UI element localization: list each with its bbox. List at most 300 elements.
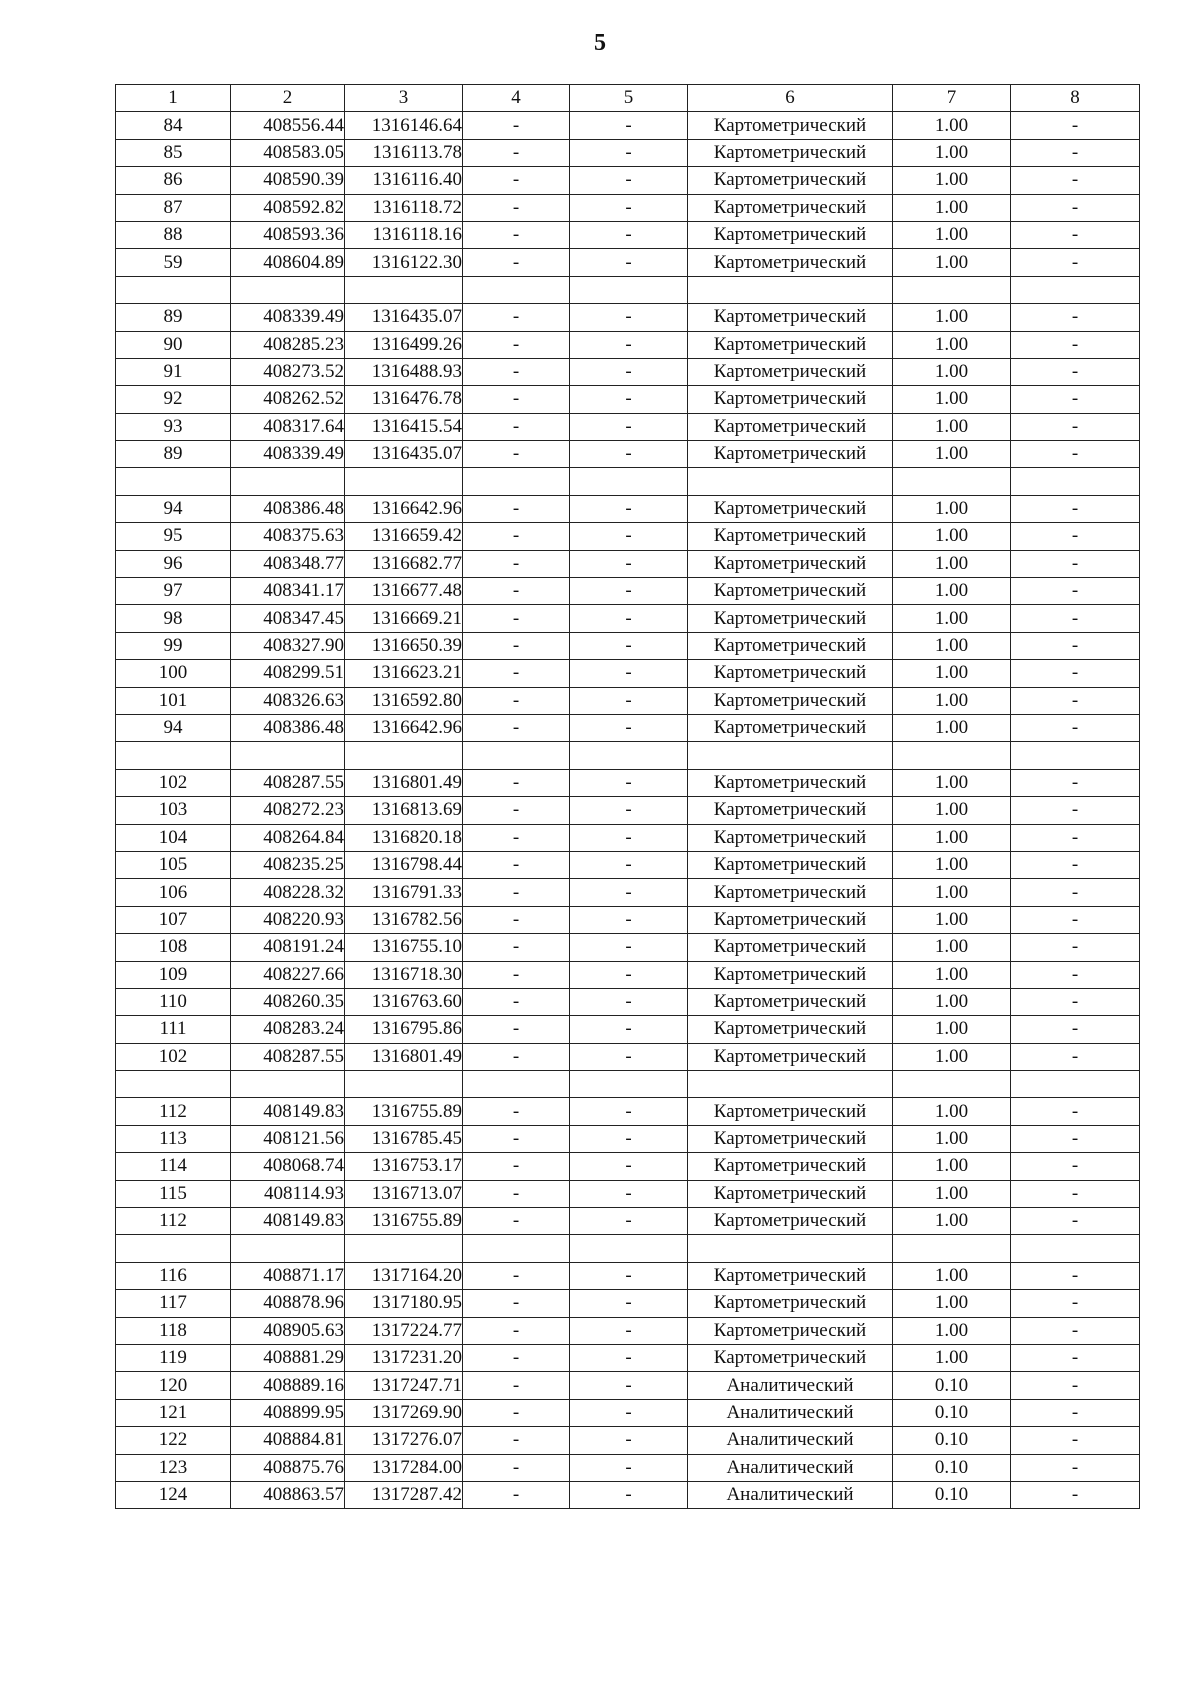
column-8-cell: - [1011, 660, 1140, 687]
empty-cell [893, 468, 1011, 495]
column-header-8: 8 [1011, 85, 1140, 112]
accuracy-cell: 1.00 [893, 769, 1011, 796]
table-row [116, 824, 1140, 851]
accuracy-cell: 1.00 [893, 221, 1011, 248]
y-coordinate-cell: 1316801.49 [345, 769, 463, 796]
point-number-cell: 86 [116, 167, 231, 194]
y-coordinate-cell: 1317276.07 [345, 1427, 463, 1454]
column-5-cell: - [570, 523, 688, 550]
column-4-cell: - [463, 797, 570, 824]
column-5-cell: - [570, 331, 688, 358]
empty-cell [345, 742, 463, 769]
method-cell: Картометрический [688, 139, 893, 166]
point-number-cell: 102 [116, 769, 231, 796]
column-4-cell: - [463, 988, 570, 1015]
empty-cell [688, 1235, 893, 1262]
column-8-cell: - [1011, 714, 1140, 741]
method-cell: Картометрический [688, 1344, 893, 1371]
column-header-2: 2 [231, 85, 345, 112]
table-row [116, 1454, 1140, 1481]
point-number-cell: 87 [116, 194, 231, 221]
column-4-cell: - [463, 851, 570, 878]
empty-cell [1011, 1235, 1140, 1262]
column-4-cell: - [463, 1262, 570, 1289]
table-row [116, 550, 1140, 577]
accuracy-cell: 1.00 [893, 1125, 1011, 1152]
column-8-cell: - [1011, 1317, 1140, 1344]
column-8-cell: - [1011, 1427, 1140, 1454]
method-cell: Картометрический [688, 988, 893, 1015]
column-8-cell: - [1011, 1399, 1140, 1426]
method-cell: Аналитический [688, 1372, 893, 1399]
column-5-cell: - [570, 1399, 688, 1426]
column-5-cell: - [570, 550, 688, 577]
column-4-cell: - [463, 221, 570, 248]
column-header-1: 1 [116, 85, 231, 112]
accuracy-cell: 1.00 [893, 1098, 1011, 1125]
x-coordinate-cell: 408235.25 [231, 851, 345, 878]
x-coordinate-cell: 408878.96 [231, 1290, 345, 1317]
column-4-cell: - [463, 1125, 570, 1152]
empty-cell [570, 1235, 688, 1262]
method-cell: Картометрический [688, 714, 893, 741]
column-5-cell: - [570, 851, 688, 878]
y-coordinate-cell: 1317180.95 [345, 1290, 463, 1317]
y-coordinate-cell: 1316713.07 [345, 1180, 463, 1207]
column-5-cell: - [570, 632, 688, 659]
column-8-cell: - [1011, 1344, 1140, 1371]
accuracy-cell: 1.00 [893, 331, 1011, 358]
column-4-cell: - [463, 331, 570, 358]
point-number-cell: 113 [116, 1125, 231, 1152]
y-coordinate-cell: 1316623.21 [345, 660, 463, 687]
y-coordinate-cell: 1316801.49 [345, 1043, 463, 1070]
column-8-cell: - [1011, 824, 1140, 851]
table-row [116, 358, 1140, 385]
method-cell: Картометрический [688, 1262, 893, 1289]
column-4-cell: - [463, 1208, 570, 1235]
table-row [116, 1262, 1140, 1289]
x-coordinate-cell: 408875.76 [231, 1454, 345, 1481]
column-4-cell: - [463, 167, 570, 194]
column-4-cell: - [463, 879, 570, 906]
y-coordinate-cell: 1316755.89 [345, 1098, 463, 1125]
accuracy-cell: 1.00 [893, 1262, 1011, 1289]
x-coordinate-cell: 408227.66 [231, 961, 345, 988]
column-8-cell: - [1011, 1098, 1140, 1125]
method-cell: Картометрический [688, 906, 893, 933]
column-8-cell: - [1011, 578, 1140, 605]
empty-cell [116, 742, 231, 769]
column-5-cell: - [570, 769, 688, 796]
column-5-cell: - [570, 578, 688, 605]
y-coordinate-cell: 1317164.20 [345, 1262, 463, 1289]
empty-cell [345, 1071, 463, 1098]
accuracy-cell: 0.10 [893, 1454, 1011, 1481]
column-5-cell: - [570, 1481, 688, 1508]
table-row [116, 249, 1140, 276]
x-coordinate-cell: 408593.36 [231, 221, 345, 248]
x-coordinate-cell: 408590.39 [231, 167, 345, 194]
column-4-cell: - [463, 934, 570, 961]
x-coordinate-cell: 408149.83 [231, 1208, 345, 1235]
table-separator-row [116, 1071, 1140, 1098]
x-coordinate-cell: 408348.77 [231, 550, 345, 577]
empty-cell [1011, 1071, 1140, 1098]
table-row [116, 1043, 1140, 1070]
point-number-cell: 90 [116, 331, 231, 358]
column-4-cell: - [463, 194, 570, 221]
table-row [116, 167, 1140, 194]
empty-cell [570, 276, 688, 303]
table-row [116, 961, 1140, 988]
x-coordinate-cell: 408881.29 [231, 1344, 345, 1371]
x-coordinate-cell: 408863.57 [231, 1481, 345, 1508]
x-coordinate-cell: 408114.93 [231, 1180, 345, 1207]
y-coordinate-cell: 1316642.96 [345, 495, 463, 522]
column-4-cell: - [463, 139, 570, 166]
x-coordinate-cell: 408341.17 [231, 578, 345, 605]
empty-cell [570, 742, 688, 769]
x-coordinate-cell: 408317.64 [231, 413, 345, 440]
x-coordinate-cell: 408889.16 [231, 1372, 345, 1399]
column-5-cell: - [570, 194, 688, 221]
point-number-cell: 111 [116, 1016, 231, 1043]
point-number-cell: 89 [116, 441, 231, 468]
y-coordinate-cell: 1316659.42 [345, 523, 463, 550]
column-8-cell: - [1011, 879, 1140, 906]
table-row [116, 1372, 1140, 1399]
method-cell: Картометрический [688, 331, 893, 358]
column-header-3: 3 [345, 85, 463, 112]
empty-cell [231, 468, 345, 495]
y-coordinate-cell: 1316642.96 [345, 714, 463, 741]
column-8-cell: - [1011, 441, 1140, 468]
method-cell: Картометрический [688, 687, 893, 714]
column-8-cell: - [1011, 851, 1140, 878]
table-row [116, 934, 1140, 961]
table-row [116, 660, 1140, 687]
table-row [116, 331, 1140, 358]
x-coordinate-cell: 408299.51 [231, 660, 345, 687]
accuracy-cell: 1.00 [893, 797, 1011, 824]
method-cell: Картометрический [688, 851, 893, 878]
method-cell: Картометрический [688, 304, 893, 331]
accuracy-cell: 1.00 [893, 1153, 1011, 1180]
accuracy-cell: 1.00 [893, 824, 1011, 851]
table-row [116, 687, 1140, 714]
point-number-cell: 124 [116, 1481, 231, 1508]
accuracy-cell: 1.00 [893, 1043, 1011, 1070]
column-8-cell: - [1011, 413, 1140, 440]
method-cell: Картометрический [688, 358, 893, 385]
x-coordinate-cell: 408583.05 [231, 139, 345, 166]
point-number-cell: 91 [116, 358, 231, 385]
x-coordinate-cell: 408884.81 [231, 1427, 345, 1454]
empty-cell [688, 468, 893, 495]
empty-cell [345, 468, 463, 495]
y-coordinate-cell: 1317284.00 [345, 1454, 463, 1481]
table-row [116, 386, 1140, 413]
y-coordinate-cell: 1316763.60 [345, 988, 463, 1015]
method-cell: Картометрический [688, 934, 893, 961]
accuracy-cell: 1.00 [893, 934, 1011, 961]
empty-cell [463, 1235, 570, 1262]
method-cell: Картометрический [688, 1180, 893, 1207]
table-row [116, 1399, 1140, 1426]
column-5-cell: - [570, 112, 688, 139]
x-coordinate-cell: 408592.82 [231, 194, 345, 221]
column-5-cell: - [570, 1016, 688, 1043]
column-5-cell: - [570, 249, 688, 276]
table-separator-row [116, 276, 1140, 303]
method-cell: Картометрический [688, 879, 893, 906]
y-coordinate-cell: 1317269.90 [345, 1399, 463, 1426]
accuracy-cell: 1.00 [893, 906, 1011, 933]
accuracy-cell: 1.00 [893, 441, 1011, 468]
empty-cell [893, 742, 1011, 769]
empty-cell [463, 1071, 570, 1098]
column-5-cell: - [570, 386, 688, 413]
table-body [116, 112, 1140, 1509]
accuracy-cell: 1.00 [893, 879, 1011, 906]
accuracy-cell: 1.00 [893, 632, 1011, 659]
method-cell: Картометрический [688, 660, 893, 687]
method-cell: Картометрический [688, 386, 893, 413]
point-number-cell: 100 [116, 660, 231, 687]
point-number-cell: 118 [116, 1317, 231, 1344]
table-row [116, 1317, 1140, 1344]
empty-cell [231, 1235, 345, 1262]
y-coordinate-cell: 1316592.80 [345, 687, 463, 714]
x-coordinate-cell: 408899.95 [231, 1399, 345, 1426]
method-cell: Картометрический [688, 1317, 893, 1344]
table-row [116, 495, 1140, 522]
x-coordinate-cell: 408272.23 [231, 797, 345, 824]
point-number-cell: 93 [116, 413, 231, 440]
table-row [116, 1427, 1140, 1454]
x-coordinate-cell: 408228.32 [231, 879, 345, 906]
column-5-cell: - [570, 441, 688, 468]
accuracy-cell: 1.00 [893, 249, 1011, 276]
empty-cell [688, 1071, 893, 1098]
column-5-cell: - [570, 879, 688, 906]
method-cell: Картометрический [688, 769, 893, 796]
point-number-cell: 88 [116, 221, 231, 248]
empty-cell [688, 742, 893, 769]
method-cell: Картометрический [688, 1098, 893, 1125]
column-4-cell: - [463, 906, 570, 933]
accuracy-cell: 1.00 [893, 413, 1011, 440]
y-coordinate-cell: 1317224.77 [345, 1317, 463, 1344]
column-header-4: 4 [463, 85, 570, 112]
empty-cell [570, 468, 688, 495]
point-number-cell: 107 [116, 906, 231, 933]
x-coordinate-cell: 408262.52 [231, 386, 345, 413]
accuracy-cell: 1.00 [893, 358, 1011, 385]
point-number-cell: 120 [116, 1372, 231, 1399]
accuracy-cell: 1.00 [893, 851, 1011, 878]
y-coordinate-cell: 1316813.69 [345, 797, 463, 824]
empty-cell [231, 276, 345, 303]
column-8-cell: - [1011, 112, 1140, 139]
column-5-cell: - [570, 824, 688, 851]
column-8-cell: - [1011, 1043, 1140, 1070]
table-row [116, 632, 1140, 659]
column-8-cell: - [1011, 358, 1140, 385]
table-row [116, 769, 1140, 796]
column-5-cell: - [570, 660, 688, 687]
method-cell: Картометрический [688, 1290, 893, 1317]
accuracy-cell: 1.00 [893, 386, 1011, 413]
column-4-cell: - [463, 769, 570, 796]
column-4-cell: - [463, 1016, 570, 1043]
table-header-row [116, 85, 1140, 112]
column-8-cell: - [1011, 1454, 1140, 1481]
method-cell: Картометрический [688, 632, 893, 659]
method-cell: Картометрический [688, 413, 893, 440]
table-row [116, 413, 1140, 440]
empty-cell [570, 1071, 688, 1098]
x-coordinate-cell: 408375.63 [231, 523, 345, 550]
column-8-cell: - [1011, 167, 1140, 194]
column-5-cell: - [570, 1454, 688, 1481]
column-8-cell: - [1011, 769, 1140, 796]
empty-cell [463, 276, 570, 303]
accuracy-cell: 0.10 [893, 1372, 1011, 1399]
table-row [116, 1290, 1140, 1317]
column-8-cell: - [1011, 550, 1140, 577]
column-4-cell: - [463, 1372, 570, 1399]
method-cell: Картометрический [688, 605, 893, 632]
column-8-cell: - [1011, 988, 1140, 1015]
column-8-cell: - [1011, 1125, 1140, 1152]
column-5-cell: - [570, 1344, 688, 1371]
point-number-cell: 116 [116, 1262, 231, 1289]
empty-cell [231, 742, 345, 769]
x-coordinate-cell: 408273.52 [231, 358, 345, 385]
table-row [116, 221, 1140, 248]
column-8-cell: - [1011, 1372, 1140, 1399]
x-coordinate-cell: 408285.23 [231, 331, 345, 358]
column-8-cell: - [1011, 605, 1140, 632]
y-coordinate-cell: 1316820.18 [345, 824, 463, 851]
point-number-cell: 119 [116, 1344, 231, 1371]
table-row [116, 906, 1140, 933]
column-4-cell: - [463, 441, 570, 468]
point-number-cell: 89 [116, 304, 231, 331]
table-separator-row [116, 468, 1140, 495]
y-coordinate-cell: 1316753.17 [345, 1153, 463, 1180]
y-coordinate-cell: 1316791.33 [345, 879, 463, 906]
accuracy-cell: 1.00 [893, 961, 1011, 988]
accuracy-cell: 1.00 [893, 523, 1011, 550]
empty-cell [116, 1235, 231, 1262]
accuracy-cell: 1.00 [893, 1317, 1011, 1344]
y-coordinate-cell: 1316499.26 [345, 331, 463, 358]
table-separator-row [116, 1235, 1140, 1262]
method-cell: Картометрический [688, 441, 893, 468]
column-5-cell: - [570, 934, 688, 961]
y-coordinate-cell: 1316435.07 [345, 441, 463, 468]
column-4-cell: - [463, 1043, 570, 1070]
x-coordinate-cell: 408260.35 [231, 988, 345, 1015]
table-row [116, 1125, 1140, 1152]
y-coordinate-cell: 1316476.78 [345, 386, 463, 413]
point-number-cell: 98 [116, 605, 231, 632]
method-cell: Картометрический [688, 797, 893, 824]
table-row [116, 988, 1140, 1015]
column-4-cell: - [463, 249, 570, 276]
accuracy-cell: 1.00 [893, 687, 1011, 714]
point-number-cell: 122 [116, 1427, 231, 1454]
column-5-cell: - [570, 221, 688, 248]
point-number-cell: 112 [116, 1098, 231, 1125]
accuracy-cell: 1.00 [893, 660, 1011, 687]
method-cell: Картометрический [688, 523, 893, 550]
point-number-cell: 121 [116, 1399, 231, 1426]
y-coordinate-cell: 1316795.86 [345, 1016, 463, 1043]
column-8-cell: - [1011, 139, 1140, 166]
column-5-cell: - [570, 687, 688, 714]
method-cell: Картометрический [688, 112, 893, 139]
x-coordinate-cell: 408287.55 [231, 769, 345, 796]
table-row [116, 1208, 1140, 1235]
y-coordinate-cell: 1316146.64 [345, 112, 463, 139]
y-coordinate-cell: 1316755.10 [345, 934, 463, 961]
column-4-cell: - [463, 1153, 570, 1180]
y-coordinate-cell: 1316785.45 [345, 1125, 463, 1152]
column-4-cell: - [463, 386, 570, 413]
column-4-cell: - [463, 550, 570, 577]
empty-cell [116, 276, 231, 303]
empty-cell [893, 1071, 1011, 1098]
accuracy-cell: 1.00 [893, 112, 1011, 139]
method-cell: Картометрический [688, 249, 893, 276]
point-number-cell: 112 [116, 1208, 231, 1235]
column-8-cell: - [1011, 632, 1140, 659]
point-number-cell: 59 [116, 249, 231, 276]
column-4-cell: - [463, 1098, 570, 1125]
point-number-cell: 101 [116, 687, 231, 714]
method-cell: Картометрический [688, 550, 893, 577]
column-5-cell: - [570, 1262, 688, 1289]
empty-cell [688, 276, 893, 303]
y-coordinate-cell: 1316755.89 [345, 1208, 463, 1235]
column-5-cell: - [570, 1180, 688, 1207]
y-coordinate-cell: 1317247.71 [345, 1372, 463, 1399]
table-row [116, 578, 1140, 605]
method-cell: Картометрический [688, 1043, 893, 1070]
method-cell: Картометрический [688, 824, 893, 851]
column-4-cell: - [463, 1427, 570, 1454]
accuracy-cell: 1.00 [893, 714, 1011, 741]
empty-cell [1011, 742, 1140, 769]
empty-cell [463, 468, 570, 495]
column-8-cell: - [1011, 1153, 1140, 1180]
point-number-cell: 105 [116, 851, 231, 878]
column-4-cell: - [463, 495, 570, 522]
y-coordinate-cell: 1316415.54 [345, 413, 463, 440]
method-cell: Картометрический [688, 1016, 893, 1043]
column-header-6: 6 [688, 85, 893, 112]
accuracy-cell: 1.00 [893, 578, 1011, 605]
table-row [116, 1098, 1140, 1125]
method-cell: Аналитический [688, 1481, 893, 1508]
empty-cell [345, 276, 463, 303]
column-8-cell: - [1011, 194, 1140, 221]
column-5-cell: - [570, 304, 688, 331]
